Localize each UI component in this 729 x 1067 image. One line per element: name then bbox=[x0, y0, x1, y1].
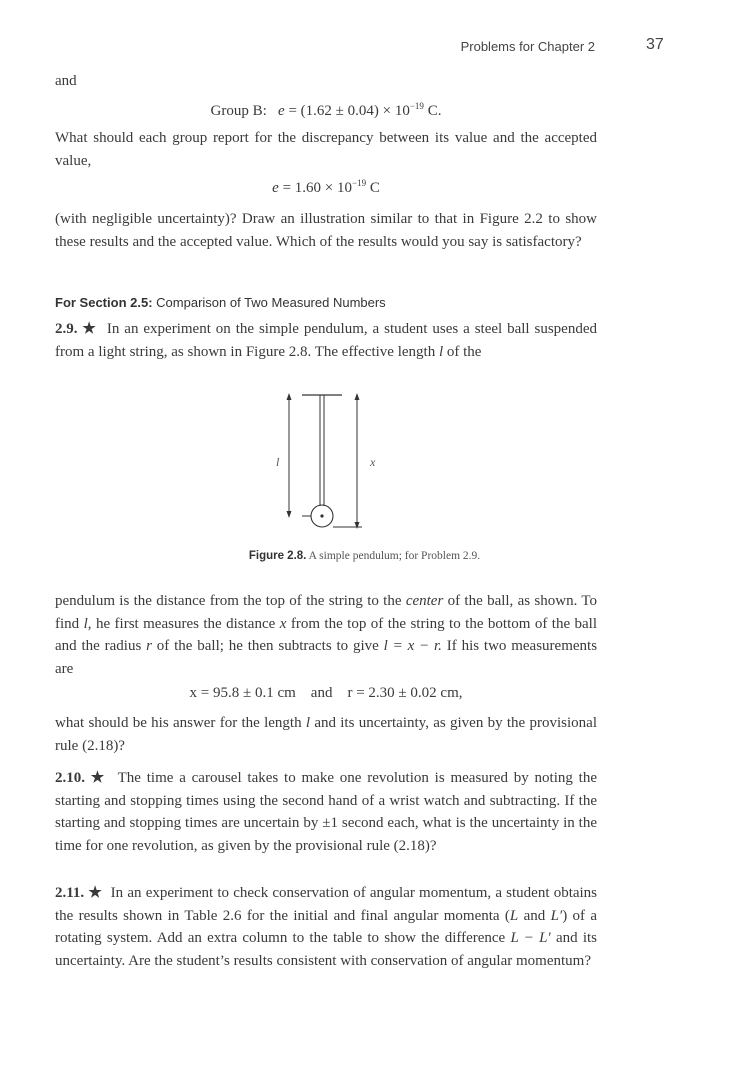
var-l: l bbox=[83, 615, 88, 632]
problem-text: and its uncertainty, as given by the provisional rule (2.18)? bbox=[55, 715, 597, 754]
page-number: 37 bbox=[646, 36, 664, 53]
section-title: Comparison of Two Measured Numbers bbox=[156, 295, 386, 310]
caption-text: A simple pendulum; for Problem 2.9. bbox=[308, 550, 481, 562]
problem-2-9-question bbox=[55, 712, 597, 757]
x-arrow-bottom bbox=[355, 522, 360, 529]
pendulum-figure bbox=[258, 390, 388, 540]
problem-text: of the bbox=[446, 343, 482, 360]
problem-text: and its uncertainty. Are the student’s results consistent with conservation of angular momentum? bbox=[55, 930, 598, 969]
problem-number: 2.9. bbox=[55, 321, 78, 337]
var-r: r bbox=[146, 638, 152, 654]
caption-label: Figure 2.8. bbox=[248, 550, 307, 562]
problem-2-9-intro bbox=[55, 318, 597, 363]
group-b-unit: C. bbox=[427, 103, 442, 119]
star-icon: ★ bbox=[90, 770, 107, 786]
problem-number: 2.10. bbox=[55, 770, 85, 786]
problem-2-10 bbox=[55, 767, 597, 857]
l-arrow-top bbox=[287, 393, 292, 400]
accepted-var: e bbox=[272, 180, 279, 196]
group-b-equation bbox=[55, 100, 597, 123]
problem-number: 2.11. bbox=[55, 885, 85, 901]
problem-text: ) of a rotating system. Add an extra column to the table to show the difference bbox=[55, 907, 598, 946]
var-l: l bbox=[305, 715, 311, 731]
question-1: What should each group report for the discrepancy between its value and the accepted value, bbox=[55, 130, 597, 169]
and-word: and bbox=[523, 907, 546, 924]
section-heading bbox=[55, 292, 386, 315]
l-arrow-bottom bbox=[287, 511, 292, 518]
group-b-exp: −19 bbox=[409, 101, 424, 111]
accepted-unit: C bbox=[369, 180, 380, 196]
label-l: l bbox=[276, 455, 280, 469]
var-L: L bbox=[509, 907, 519, 924]
group-b-value: (1.62 ± 0.04) × 10 bbox=[300, 103, 410, 119]
meas-and: and bbox=[310, 685, 333, 701]
meas-x: x = 95.8 ± 0.1 cm bbox=[189, 685, 296, 701]
var-l: l bbox=[438, 343, 444, 360]
group-b-var: e bbox=[278, 103, 285, 119]
section-prefix: For Section 2.5: bbox=[55, 295, 153, 310]
accepted-equation bbox=[55, 177, 597, 200]
var-x: x bbox=[279, 615, 287, 632]
accepted-value: 1.60 × 10 bbox=[294, 180, 352, 196]
meas-r: r = 2.30 ± 0.02 cm, bbox=[347, 685, 463, 701]
measurements-equation bbox=[55, 682, 597, 705]
ball-center bbox=[320, 514, 323, 517]
group-b-label: Group B: bbox=[210, 103, 267, 119]
accepted-equals: = bbox=[282, 180, 292, 196]
x-arrow-top bbox=[355, 393, 360, 400]
var-Lprime: L′ bbox=[550, 907, 563, 924]
difference: L − L′ bbox=[510, 930, 551, 946]
problem-2-9-body bbox=[55, 590, 597, 680]
star-icon: ★ bbox=[88, 885, 103, 901]
problem-text: In an experiment on the simple pendulum, a student uses a steel ball suspended from a light string, as shown in Figure 2.8. The effective length bbox=[55, 321, 598, 360]
problem-text: , he first measures the distance bbox=[87, 615, 276, 632]
problem-text: of the ball; he then subtracts to give bbox=[156, 638, 379, 654]
and-word: and bbox=[55, 73, 77, 89]
problem-2-11 bbox=[55, 882, 597, 972]
figure-caption bbox=[0, 545, 729, 568]
running-head bbox=[0, 34, 729, 54]
formula: l = x − r. bbox=[383, 638, 442, 654]
accepted-exp: −19 bbox=[352, 178, 367, 188]
center-word: center bbox=[405, 593, 444, 609]
running-title: Problems for Chapter 2 bbox=[460, 39, 595, 54]
problem-text: what should be his answer for the length bbox=[55, 715, 302, 731]
problem-text: from the top of the string to the bottom of the ball and the radius bbox=[55, 615, 598, 654]
question-2: (with negligible uncertainty)? Draw an illustration similar to that in Figure 2.2 to show these results and the accepted value. Which of the results would you say is satisfactory? bbox=[55, 211, 597, 250]
problem-text: The time a carousel takes to make one revolution is measured by noting the starting and stopping times using the second hand of a wrist watch and subtracting. If the starting and stopping times are uncertain by ±1 second each, what is the uncertainty in the time for one revolution, as given by the provisional rule (2.18)? bbox=[55, 770, 597, 854]
pendulum-diagram bbox=[258, 390, 388, 540]
problem-text: pendulum is the distance from the top of the string to the bbox=[55, 593, 402, 609]
star-icon: ★ bbox=[82, 321, 98, 337]
problem-text: of the ball, as shown. To find bbox=[55, 593, 597, 632]
label-x: x bbox=[370, 455, 376, 469]
problem-text: In an experiment to check conservation of angular momentum, a student obtains the results shown in Table 2.6 for the initial and final angular momenta ( bbox=[55, 885, 598, 924]
problem-text: If his two measurements are bbox=[55, 638, 598, 677]
group-b-equals: = bbox=[288, 103, 297, 119]
